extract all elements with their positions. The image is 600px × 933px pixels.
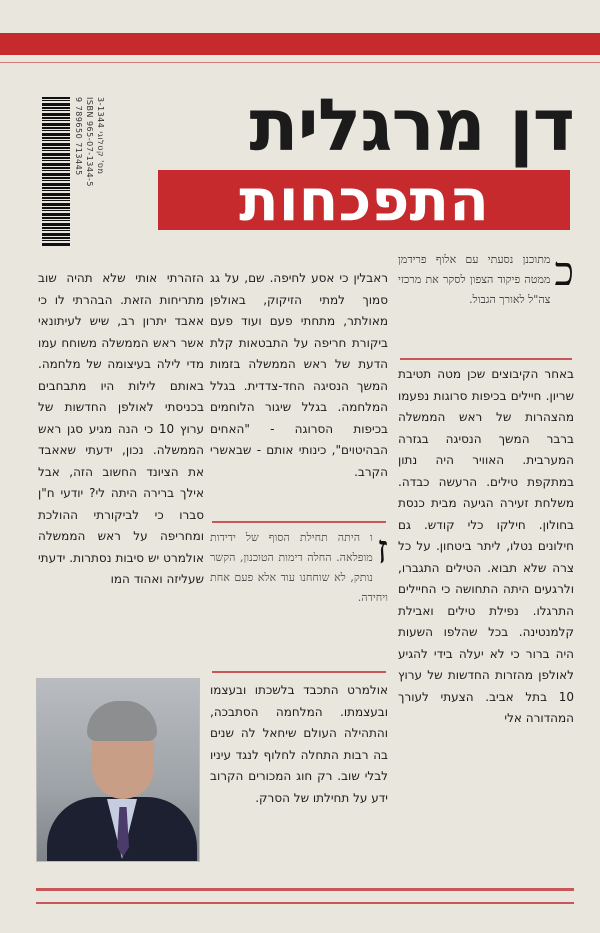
barcode-numbers	[74, 97, 105, 247]
intro-text: מתוכנן נסעתי עם אלוף פרידמן ממטה פיקוד הצפון לסקר את מרכזי צה"ל לאורך הגבול.	[398, 253, 551, 306]
body-paragraph: אולמרט התכבד בלשכתו ובעצמו ובעצמתו. המלחמה הסתבכה, והתהילה העולם שיחאל לה שנים בה רבות התחלה לחלוף לנגד עיניו לבלי שוב. רק חוג המכורים הקרוב ידע על תחילתו של הסרק.	[210, 683, 388, 805]
intro-paragraph	[398, 250, 574, 310]
dropcap-letter: כ	[554, 249, 574, 295]
barcode-line: ISBN 965-07-1344-5	[85, 97, 94, 188]
body-paragraph: הזהרתי אותי שלא תהיה שוב מתריחות הזאת. הבהרתי לו כי אאבד יתרון רב, שיש לעיתונאי אשר ראש הממשלה משוחח עמו מדי לילה בעיצומה של מלחמה. באותם לילות היו מתבחבים בכניסתי לאולפן החדשות של ערוץ 10 כי הנה מגיע סגן ראש הממשלה. נכון, ידעתי שאאבד את הציונד החשוב הזה, אבל אילך ברירה היתה לי? יודעי ח"ן סברו כי לביקורתי ההולכת ומחריפה על ראש הממשלה אולמרט יש סיבות נסתרות. ידעתי שעליזה ואהוד המו	[38, 271, 204, 586]
column-divider-rule	[212, 521, 386, 523]
column-right-intro	[398, 250, 574, 310]
body-paragraph: באחר הקיבוצים שכן מטה תטיבת שריון. חיילים בכיפות סרוגות נפעמו מהצהרות של ראש הממשלה ברבר המשך הנסיגה בגזרה המערבית. האוויר היה נתון במתקפת טילים. הרעשה כבדה. משלחת זעירה הגיעה מבית כנסת בחולון. חילקו כלי קודש. גם חילונים נטלו, ליתר ביטחון. על כל צרה שלא תבוא. הטילים התגברו, ולרגעים היתה התחושה כי החיילים התרגלו. נפילת טילים ואבילת קלמנטינה. בכל שהלפו השעות היה ברור כי לא יעלה בידי להגיע לאולפן מהזרות החדשות של ערוץ 10 בתל אביב. הצעתי לעורך המהדורה אלי	[398, 367, 574, 725]
isbn-barcode	[42, 97, 130, 247]
column-middle-bottom	[210, 680, 388, 809]
top-thin-rule	[0, 62, 600, 63]
top-red-band	[0, 33, 600, 55]
column-divider-rule	[400, 358, 572, 360]
barcode-bars	[42, 97, 70, 247]
column-middle-top	[210, 268, 388, 483]
bottom-rule	[36, 902, 574, 904]
barcode-line: 9 789650 713445	[74, 97, 83, 176]
author-photo	[36, 678, 200, 862]
author-name: דן מרגלית	[249, 83, 574, 167]
quote-text: ו היתה תחילת הסוף של ידידות מופלאה. החלה דימות הטוכנון, הקשר נותק, לא שוחחנו עוד אלא פעם אחת ויחידה.	[210, 531, 388, 604]
dropcap-letter: ז	[376, 527, 388, 573]
photo-hair	[87, 701, 157, 741]
barcode-line: מס' קטלוגי 3-1344	[96, 97, 105, 175]
bottom-rule	[36, 888, 574, 891]
book-title: התפכחות	[158, 170, 570, 230]
column-divider-rule	[212, 671, 386, 673]
column-right-body	[398, 364, 574, 730]
column-left	[38, 268, 204, 591]
column-middle-quote	[210, 528, 388, 608]
quote-paragraph	[210, 528, 388, 608]
body-paragraph: ראבלין כי אסע לחיפה. שם, על גג סמוך למתי הזיקוק, באולפן מאולתר, מתחתי פעם ועוד פעם ביקורת חריפה על התבטאות קלת הדעת של ראש הממשלה בזמות המשך הנסיגה החד-צדדית. בגלל המלחמה. בגלל שיגור הלוחמים בכיפות הסרוגה - "האחים הבהיטוים", כינותי אותם - שבאשרי הקרב.	[210, 271, 388, 479]
